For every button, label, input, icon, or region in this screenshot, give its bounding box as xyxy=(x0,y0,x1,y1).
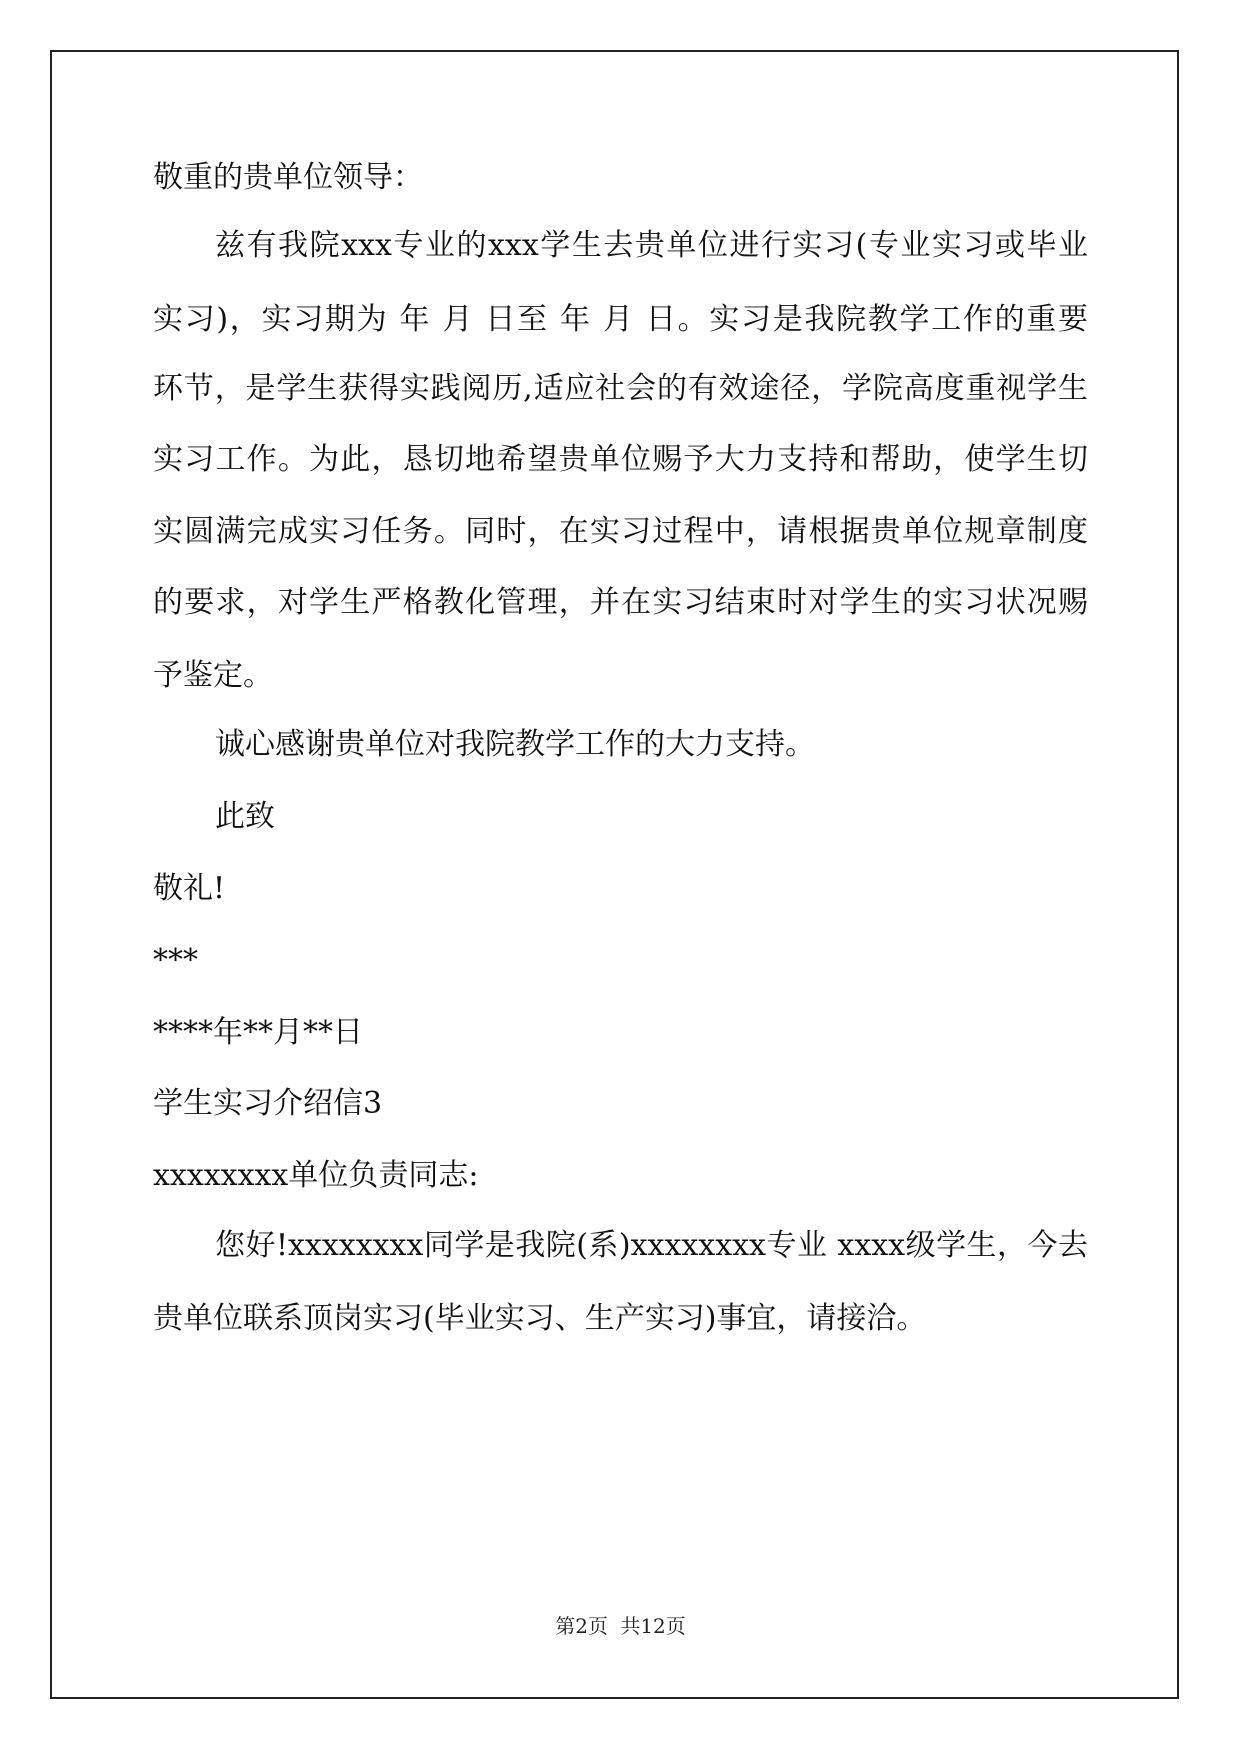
salutation: xxxxxxxx单位负责同志: xyxy=(153,1158,479,1193)
letter-title: 学生实习介绍信3 xyxy=(153,1086,383,1121)
salutation: 敬重的贵单位领导： xyxy=(153,160,423,195)
signature-line: *** xyxy=(153,943,198,978)
date-line: ****年**月**日 xyxy=(153,1015,363,1050)
page-footer: 第2页 共12页 xyxy=(555,1614,686,1638)
body-line: 予鉴定。 xyxy=(153,658,273,693)
closing-line: 此致 xyxy=(215,799,275,834)
body-line: 的要求，对学生严格教化管理，并在实习结束时对学生的实习状况赐 xyxy=(153,585,1088,620)
body-line: 您好!xxxxxxxx同学是我院(系)xxxxxxxx专业 xxxx级学生，今去 xyxy=(215,1228,1088,1263)
body-line: 环节，是学生获得实践阅历,适应社会的有效途径，学院高度重视学生 xyxy=(153,371,1088,406)
body-line: 实圆满完成实习任务。同时，在实习过程中，请根据贵单位规章制度 xyxy=(153,514,1088,549)
body-line: 实习)，实习期为 年 月 日至 年 月 日。实习是我院教学工作的重要 xyxy=(153,302,1088,337)
body-line: 兹有我院xxx专业的xxx学生去贵单位进行实习(专业实习或毕业 xyxy=(215,228,1088,263)
body-line: 实习工作。为此，恳切地希望贵单位赐予大力支持和帮助，使学生切 xyxy=(153,442,1088,477)
thanks-line: 诚心感谢贵单位对我院教学工作的大力支持。 xyxy=(215,727,815,762)
body-line: 贵单位联系顶岗实习(毕业实习、生产实习)事宜，请接洽。 xyxy=(153,1301,927,1336)
regards-line: 敬礼! xyxy=(153,871,226,906)
